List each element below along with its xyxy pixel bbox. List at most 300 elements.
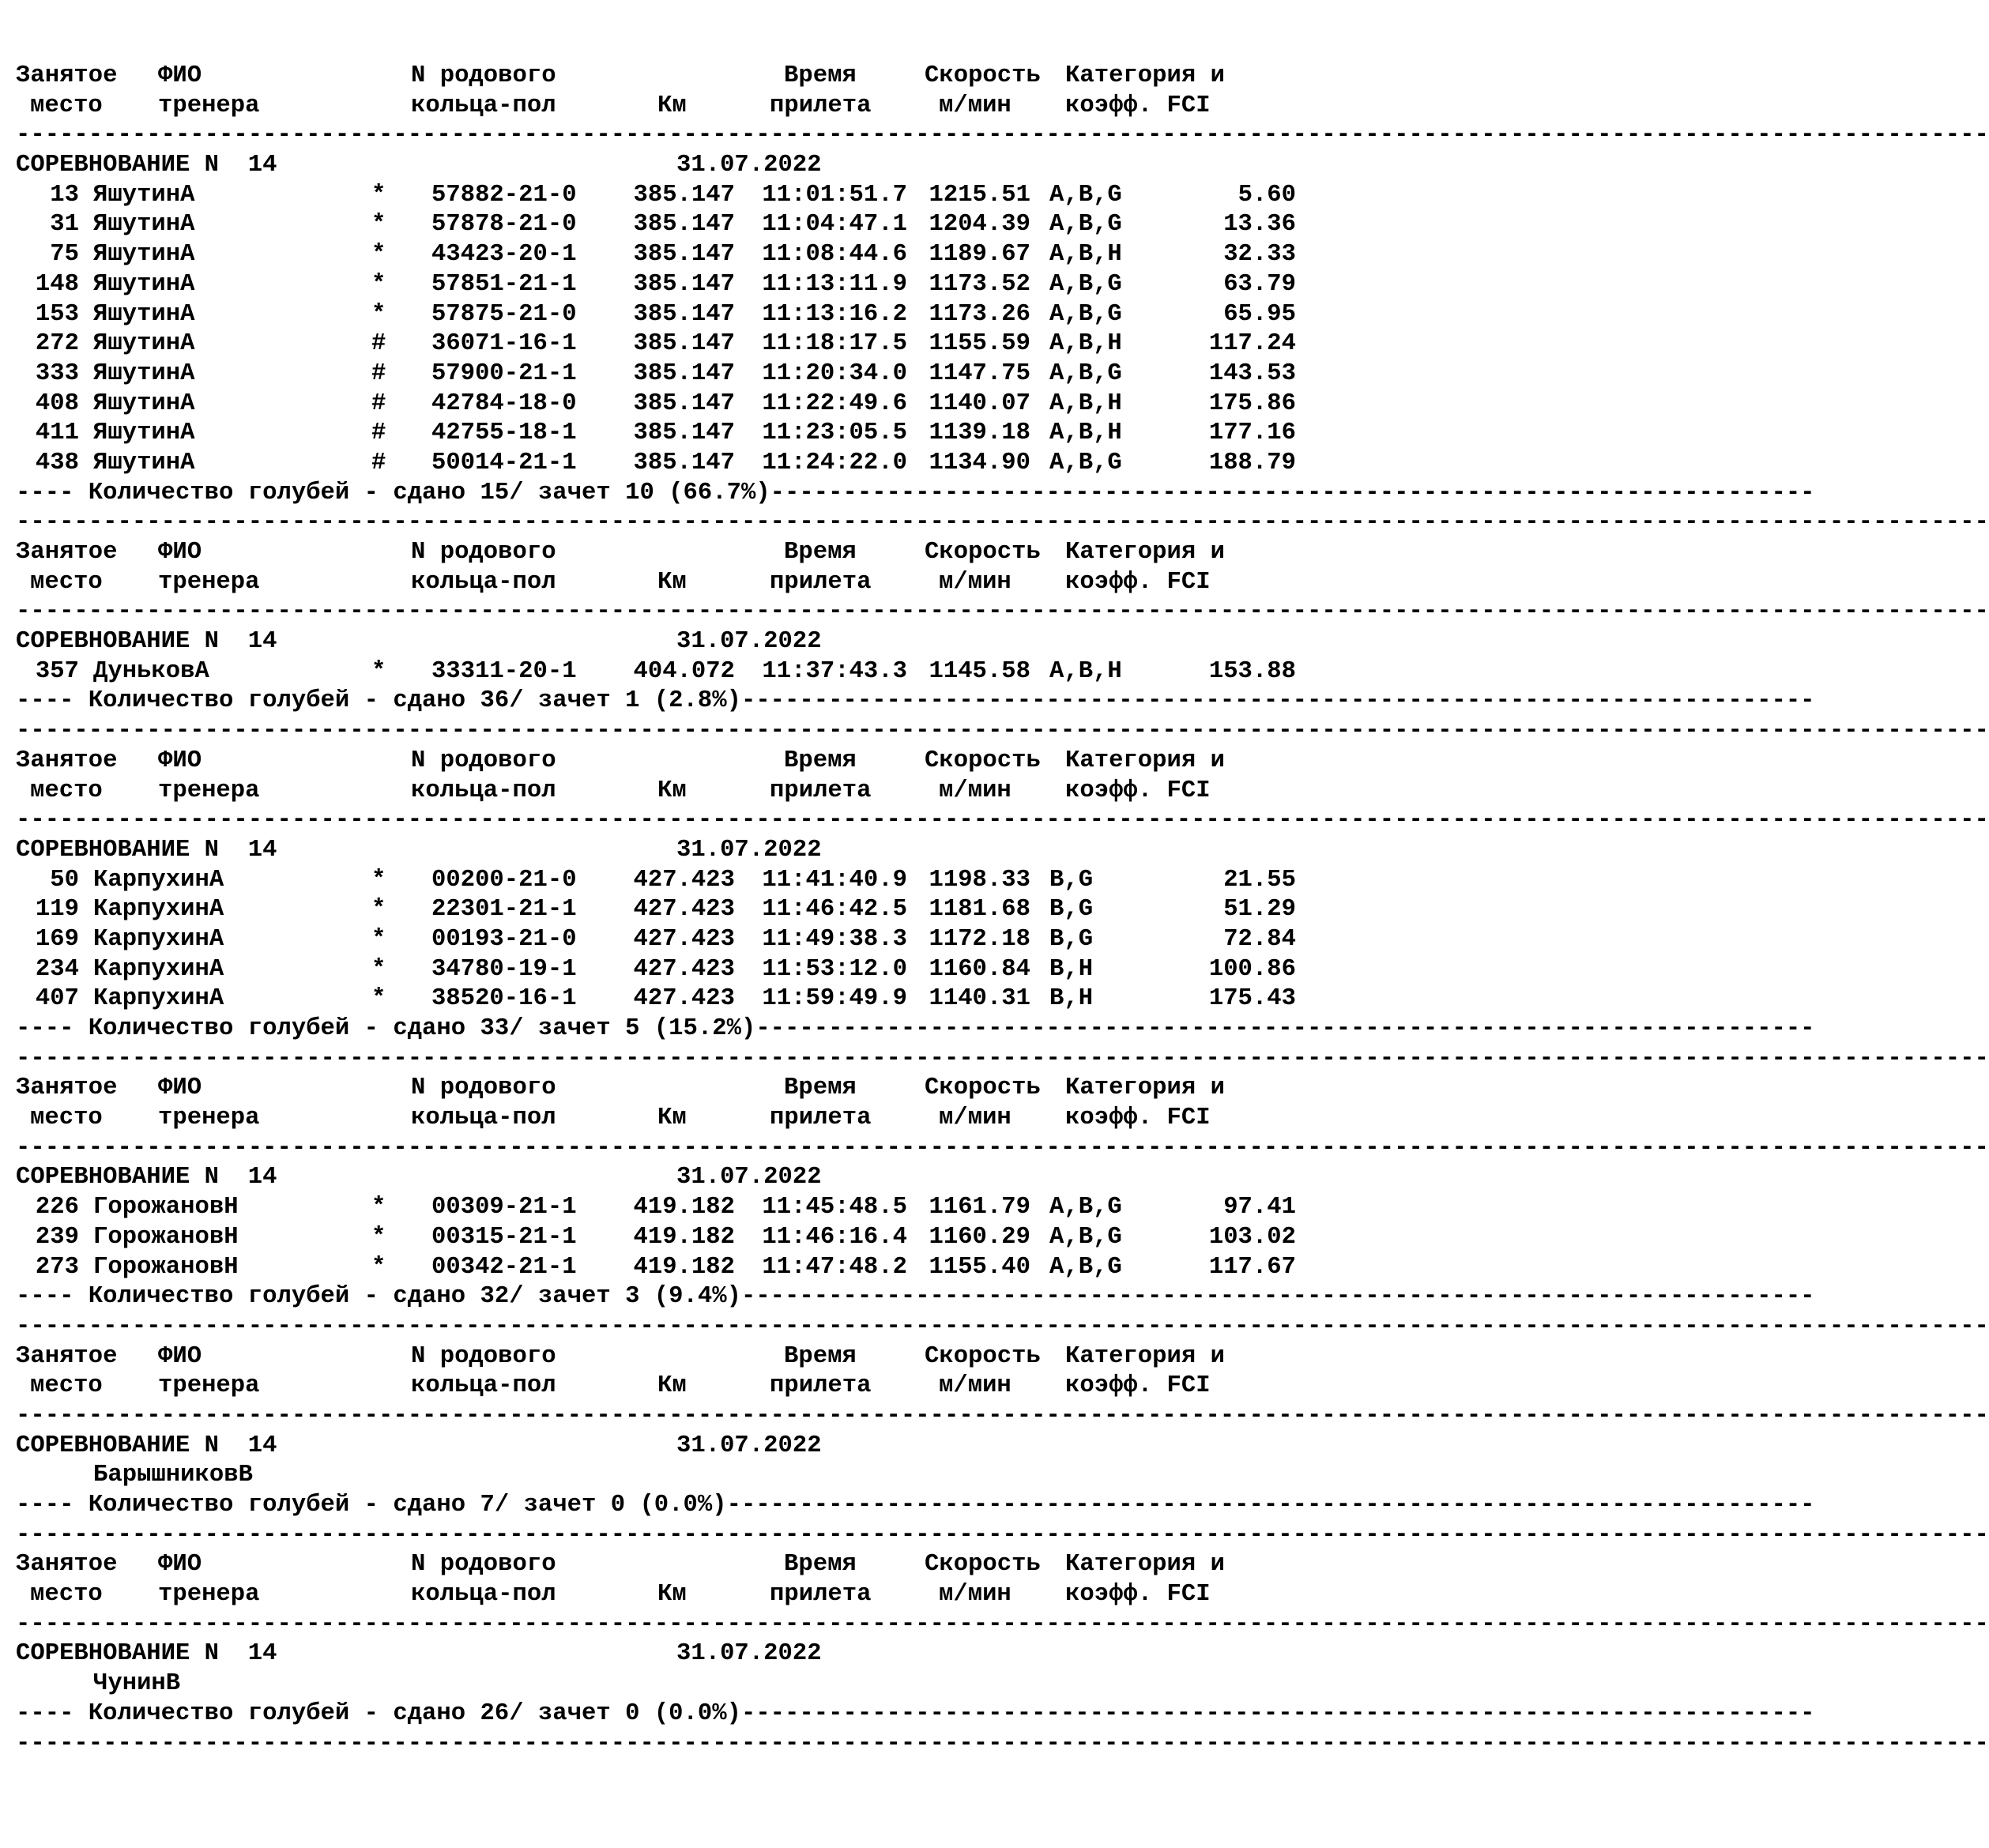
header-label: ФИО bbox=[158, 539, 202, 566]
header-label: кольца-пол bbox=[411, 1105, 556, 1132]
summary-line bbox=[16, 687, 1815, 717]
distance-km: 385.147 bbox=[633, 211, 735, 239]
fci-coefficient: 13.36 bbox=[1223, 211, 1296, 239]
distance-km: 385.147 bbox=[633, 241, 735, 269]
fancier-name: КарпухинА bbox=[93, 955, 224, 983]
ring-number: 00200-21-0 bbox=[431, 866, 577, 894]
speed: 1160.84 bbox=[929, 955, 1030, 983]
header-label: кольца-пол bbox=[411, 1372, 556, 1400]
arrival-time: 11:37:43.3 bbox=[762, 657, 907, 685]
fancier-name: ЯшутинА bbox=[93, 449, 195, 476]
place: 119 bbox=[35, 896, 79, 924]
distance-km: 419.182 bbox=[633, 1253, 735, 1281]
header-label: Км bbox=[657, 1581, 687, 1609]
competition-label: СОРЕВНОВАНИЕ N 14 bbox=[16, 1640, 277, 1668]
distance-km: 427.423 bbox=[633, 925, 735, 953]
arrival-time: 11:04:47.1 bbox=[762, 211, 907, 239]
ring-number: 34780-19-1 bbox=[431, 955, 577, 983]
dash-rule: ---------------------------------------------------------------------------------------------------------------------------------------- bbox=[16, 1729, 1989, 1757]
arrival-time: 11:59:49.9 bbox=[762, 985, 907, 1013]
table-row bbox=[16, 390, 1296, 420]
header-label: место bbox=[30, 568, 103, 596]
mark: * bbox=[371, 955, 386, 983]
place: 50 bbox=[50, 866, 79, 894]
place: 148 bbox=[35, 270, 79, 298]
fancier-name: ДуньковА bbox=[93, 657, 209, 685]
fci-coefficient: 97.41 bbox=[1223, 1194, 1296, 1221]
header-label: ФИО bbox=[158, 1551, 202, 1579]
category: A,B,G bbox=[1049, 1194, 1122, 1221]
fci-coefficient: 63.79 bbox=[1223, 270, 1296, 298]
ring-number: 00315-21-1 bbox=[431, 1223, 577, 1251]
header-label: ФИО bbox=[158, 1342, 202, 1370]
place: 226 bbox=[35, 1194, 79, 1221]
distance-km: 385.147 bbox=[633, 181, 735, 209]
place: 357 bbox=[35, 657, 79, 685]
header-label: коэфф. FCI bbox=[1065, 92, 1211, 119]
fancier-line bbox=[16, 1461, 1296, 1491]
arrival-time: 11:23:05.5 bbox=[762, 420, 907, 447]
header-label: Скорость bbox=[925, 747, 1041, 774]
table-row bbox=[16, 329, 1296, 359]
summary-line bbox=[16, 479, 1815, 509]
header-label: м/мин bbox=[939, 1105, 1011, 1132]
fci-coefficient: 65.95 bbox=[1223, 300, 1296, 328]
dash-rule: ---------------------------------------------------------------------------------------------------------------------------------------- bbox=[16, 1044, 1989, 1072]
place: 273 bbox=[35, 1253, 79, 1281]
speed: 1189.67 bbox=[929, 241, 1030, 269]
header-label: Категория и bbox=[1065, 62, 1225, 89]
results-document bbox=[16, 62, 1989, 1759]
header-line-1 bbox=[16, 1550, 1296, 1580]
mark: * bbox=[371, 270, 386, 298]
header-label: Занятое bbox=[16, 539, 118, 566]
header-label: коэфф. FCI bbox=[1065, 568, 1211, 596]
competition-date: 31.07.2022 bbox=[676, 628, 822, 656]
header-rule bbox=[16, 121, 1989, 151]
dash-rule: ---------------------------------------------------------------------------------------------------------------------------------------- bbox=[16, 1521, 1989, 1549]
fancier-name: ЯшутинА bbox=[93, 359, 195, 387]
header-label: коэфф. FCI bbox=[1065, 1581, 1211, 1609]
header-label: прилета bbox=[770, 92, 872, 119]
header-label: Км bbox=[657, 777, 687, 804]
place: 438 bbox=[35, 449, 79, 476]
header-line-2 bbox=[16, 1580, 1296, 1610]
ring-number: 22301-21-1 bbox=[431, 896, 577, 924]
header-label: ФИО bbox=[158, 62, 202, 89]
category: A,B,G bbox=[1049, 359, 1122, 387]
table-row bbox=[16, 657, 1296, 687]
header-label: прилета bbox=[770, 568, 872, 596]
header-label: Время bbox=[784, 747, 857, 774]
speed: 1145.58 bbox=[929, 657, 1030, 685]
mark: * bbox=[371, 657, 386, 685]
mark: # bbox=[371, 420, 386, 447]
speed: 1147.75 bbox=[929, 359, 1030, 387]
competition-label: СОРЕВНОВАНИЕ N 14 bbox=[16, 152, 277, 179]
dash-rule: ---------------------------------------------------------------------------------------------------------------------------------------- bbox=[16, 598, 1989, 626]
ring-number: 43423-20-1 bbox=[431, 241, 577, 269]
ring-number: 57882-21-0 bbox=[431, 181, 577, 209]
fancier-name: КарпухинА bbox=[93, 925, 224, 953]
fancier-name: ГорожановН bbox=[93, 1223, 239, 1251]
table-row bbox=[16, 449, 1296, 479]
ring-number: 57875-21-0 bbox=[431, 300, 577, 328]
distance-km: 427.423 bbox=[633, 866, 735, 894]
header-label: Категория и bbox=[1065, 1551, 1225, 1579]
header-label: тренера bbox=[158, 568, 260, 596]
header-label: тренера bbox=[158, 1581, 260, 1609]
header-label: место bbox=[30, 777, 103, 804]
ring-number: 00342-21-1 bbox=[431, 1253, 577, 1281]
speed: 1204.39 bbox=[929, 211, 1030, 239]
fci-coefficient: 100.86 bbox=[1208, 955, 1296, 983]
fancier-name: КарпухинА bbox=[93, 985, 224, 1013]
header-label: Скорость bbox=[925, 1075, 1041, 1102]
distance-km: 385.147 bbox=[633, 359, 735, 387]
header-label: кольца-пол bbox=[411, 1581, 556, 1609]
header-label: место bbox=[30, 1581, 103, 1609]
mark: * bbox=[371, 1194, 386, 1221]
speed: 1155.59 bbox=[929, 330, 1030, 358]
ring-number: 57851-21-1 bbox=[431, 270, 577, 298]
header-label: м/мин bbox=[939, 568, 1011, 596]
fancier-name: ЯшутинА bbox=[93, 211, 195, 239]
speed: 1140.07 bbox=[929, 390, 1030, 417]
header-label: Скорость bbox=[925, 1551, 1041, 1579]
competition-date: 31.07.2022 bbox=[676, 152, 822, 179]
header-line-1 bbox=[16, 1074, 1296, 1104]
fancier-name: ЯшутинА bbox=[93, 181, 195, 209]
arrival-time: 11:41:40.9 bbox=[762, 866, 907, 894]
mark: * bbox=[371, 1253, 386, 1281]
table-row bbox=[16, 955, 1296, 985]
competition-date: 31.07.2022 bbox=[676, 1432, 822, 1459]
category: A,B,G bbox=[1049, 181, 1122, 209]
fci-coefficient: 175.43 bbox=[1208, 985, 1296, 1013]
header-label: Время bbox=[784, 1551, 857, 1579]
fci-coefficient: 143.53 bbox=[1208, 359, 1296, 387]
header-label: Время bbox=[784, 1075, 857, 1102]
header-label: Занятое bbox=[16, 62, 118, 89]
speed: 1198.33 bbox=[929, 866, 1030, 894]
speed: 1155.40 bbox=[929, 1253, 1030, 1281]
place: 153 bbox=[35, 300, 79, 328]
fancier-name: КарпухинА bbox=[93, 866, 224, 894]
fancier-name: ЯшутинА bbox=[93, 390, 195, 417]
arrival-time: 11:24:22.0 bbox=[762, 449, 907, 476]
speed: 1173.52 bbox=[929, 270, 1030, 298]
header-label: место bbox=[30, 92, 103, 119]
ring-number: 33311-20-1 bbox=[431, 657, 577, 685]
category: A,B,G bbox=[1049, 300, 1122, 328]
ring-number: 00309-21-1 bbox=[431, 1194, 577, 1221]
place: 333 bbox=[35, 359, 79, 387]
competition-date: 31.07.2022 bbox=[676, 1640, 822, 1668]
arrival-time: 11:01:51.7 bbox=[762, 181, 907, 209]
fci-coefficient: 21.55 bbox=[1223, 866, 1296, 894]
summary-text: ---- Количество голубей - сдано 36/ зачет 1 (2.8%)-------------------------------------------------------------------------- bbox=[16, 687, 1815, 715]
header-label: кольца-пол bbox=[411, 92, 556, 119]
competition-label: СОРЕВНОВАНИЕ N 14 bbox=[16, 836, 277, 864]
category: A,B,G bbox=[1049, 449, 1122, 476]
mark: * bbox=[371, 985, 386, 1013]
fancier-name: ЧунинВ bbox=[93, 1670, 181, 1698]
header-label: прилета bbox=[770, 1372, 872, 1400]
header-label: Занятое bbox=[16, 1075, 118, 1102]
category: A,B,H bbox=[1049, 390, 1122, 417]
competition-label: СОРЕВНОВАНИЕ N 14 bbox=[16, 1432, 277, 1459]
section-rule bbox=[16, 717, 1989, 747]
header-label: Категория и bbox=[1065, 1075, 1225, 1102]
distance-km: 419.182 bbox=[633, 1194, 735, 1221]
mark: * bbox=[371, 896, 386, 924]
table-row bbox=[16, 359, 1296, 390]
header-label: коэфф. FCI bbox=[1065, 1372, 1211, 1400]
distance-km: 385.147 bbox=[633, 330, 735, 358]
header-line-2 bbox=[16, 1372, 1296, 1402]
section-rule bbox=[16, 1521, 1989, 1551]
header-label: кольца-пол bbox=[411, 777, 556, 804]
header-line-1 bbox=[16, 62, 1296, 92]
header-label: прилета bbox=[770, 777, 872, 804]
category: B,G bbox=[1049, 866, 1094, 894]
summary-line bbox=[16, 1699, 1815, 1729]
header-label: N родового bbox=[411, 1075, 556, 1102]
header-label: Время bbox=[784, 539, 857, 566]
table-row bbox=[16, 300, 1296, 330]
table-row bbox=[16, 240, 1296, 270]
distance-km: 385.147 bbox=[633, 270, 735, 298]
table-row bbox=[16, 270, 1296, 300]
place: 234 bbox=[35, 955, 79, 983]
category: A,B,G bbox=[1049, 1253, 1122, 1281]
arrival-time: 11:13:16.2 bbox=[762, 300, 907, 328]
header-label: N родового bbox=[411, 1342, 556, 1370]
summary-line bbox=[16, 1491, 1815, 1521]
speed: 1134.90 bbox=[929, 449, 1030, 476]
header-line-2 bbox=[16, 777, 1296, 807]
speed: 1161.79 bbox=[929, 1194, 1030, 1221]
distance-km: 419.182 bbox=[633, 1223, 735, 1251]
arrival-time: 11:18:17.5 bbox=[762, 330, 907, 358]
distance-km: 385.147 bbox=[633, 300, 735, 328]
speed: 1139.18 bbox=[929, 420, 1030, 447]
competition-line bbox=[16, 836, 1296, 866]
fci-coefficient: 5.60 bbox=[1237, 181, 1296, 209]
header-label: N родового bbox=[411, 539, 556, 566]
header-label: прилета bbox=[770, 1581, 872, 1609]
table-row bbox=[16, 866, 1296, 896]
ring-number: 38520-16-1 bbox=[431, 985, 577, 1013]
header-label: место bbox=[30, 1105, 103, 1132]
speed: 1140.31 bbox=[929, 985, 1030, 1013]
speed: 1215.51 bbox=[929, 181, 1030, 209]
arrival-time: 11:20:34.0 bbox=[762, 359, 907, 387]
table-row bbox=[16, 1193, 1296, 1223]
header-label: прилета bbox=[770, 1105, 872, 1132]
ring-number: 42755-18-1 bbox=[431, 420, 577, 447]
table-row bbox=[16, 1253, 1296, 1283]
ring-number: 57900-21-1 bbox=[431, 359, 577, 387]
arrival-time: 11:22:49.6 bbox=[762, 390, 907, 417]
fci-coefficient: 177.16 bbox=[1208, 420, 1296, 447]
header-label: ФИО bbox=[158, 747, 202, 774]
section-rule bbox=[16, 508, 1989, 538]
header-label: N родового bbox=[411, 747, 556, 774]
category: A,B,G bbox=[1049, 211, 1122, 239]
dash-rule: ---------------------------------------------------------------------------------------------------------------------------------------- bbox=[16, 1610, 1989, 1638]
summary-line bbox=[16, 1014, 1815, 1044]
arrival-time: 11:45:48.5 bbox=[762, 1194, 907, 1221]
fci-coefficient: 103.02 bbox=[1208, 1223, 1296, 1251]
header-rule bbox=[16, 597, 1989, 627]
category: A,B,H bbox=[1049, 420, 1122, 447]
fci-coefficient: 72.84 bbox=[1223, 925, 1296, 953]
fci-coefficient: 175.86 bbox=[1208, 390, 1296, 417]
fancier-name: ГорожановН bbox=[93, 1194, 239, 1221]
dash-rule: ---------------------------------------------------------------------------------------------------------------------------------------- bbox=[16, 807, 1989, 834]
mark: # bbox=[371, 330, 386, 358]
category: A,B,H bbox=[1049, 657, 1122, 685]
table-row bbox=[16, 925, 1296, 955]
distance-km: 385.147 bbox=[633, 390, 735, 417]
category: A,B,H bbox=[1049, 241, 1122, 269]
header-label: м/мин bbox=[939, 777, 1011, 804]
summary-line bbox=[16, 1282, 1815, 1312]
place: 272 bbox=[35, 330, 79, 358]
table-row bbox=[16, 1223, 1296, 1253]
ring-number: 42784-18-0 bbox=[431, 390, 577, 417]
competition-line bbox=[16, 1163, 1296, 1193]
speed: 1160.29 bbox=[929, 1223, 1030, 1251]
header-line-1 bbox=[16, 1342, 1296, 1372]
header-label: м/мин bbox=[939, 1372, 1011, 1400]
mark: * bbox=[371, 241, 386, 269]
competition-date: 31.07.2022 bbox=[676, 1164, 822, 1191]
header-rule bbox=[16, 806, 1989, 836]
header-label: Скорость bbox=[925, 1342, 1041, 1370]
header-label: Скорость bbox=[925, 539, 1041, 566]
header-label: N родового bbox=[411, 62, 556, 89]
category: B,G bbox=[1049, 925, 1094, 953]
header-label: м/мин bbox=[939, 92, 1011, 119]
header-line-1 bbox=[16, 538, 1296, 568]
summary-text: ---- Количество голубей - сдано 15/ зачет 10 (66.7%)------------------------------------------------------------------------ bbox=[16, 479, 1815, 506]
header-label: N родового bbox=[411, 1551, 556, 1579]
dash-rule: ---------------------------------------------------------------------------------------------------------------------------------------- bbox=[16, 122, 1989, 149]
section-rule bbox=[16, 1044, 1989, 1075]
place: 31 bbox=[50, 211, 79, 239]
fancier-name: БарышниковВ bbox=[93, 1462, 253, 1489]
header-label: Категория и bbox=[1065, 539, 1225, 566]
summary-text: ---- Количество голубей - сдано 33/ зачет 5 (15.2%)------------------------------------------------------------------------- bbox=[16, 1015, 1815, 1042]
arrival-time: 11:53:12.0 bbox=[762, 955, 907, 983]
header-line-2 bbox=[16, 568, 1296, 598]
place: 75 bbox=[50, 241, 79, 269]
header-line-2 bbox=[16, 92, 1296, 122]
competition-line bbox=[16, 1639, 1296, 1669]
summary-text: ---- Количество голубей - сдано 32/ зачет 3 (9.4%)-------------------------------------------------------------------------- bbox=[16, 1283, 1815, 1311]
mark: * bbox=[371, 211, 386, 239]
table-row bbox=[16, 984, 1296, 1014]
header-label: тренера bbox=[158, 1105, 260, 1132]
header-label: тренера bbox=[158, 777, 260, 804]
header-rule bbox=[16, 1402, 1989, 1432]
arrival-time: 11:49:38.3 bbox=[762, 925, 907, 953]
header-rule bbox=[16, 1134, 1989, 1164]
category: A,B,H bbox=[1049, 330, 1122, 358]
arrival-time: 11:13:11.9 bbox=[762, 270, 907, 298]
fci-coefficient: 153.88 bbox=[1208, 657, 1296, 685]
header-label: Занятое bbox=[16, 747, 118, 774]
table-row bbox=[16, 210, 1296, 240]
section-rule bbox=[16, 1312, 1989, 1342]
fancier-name: ЯшутинА bbox=[93, 270, 195, 298]
dash-rule: ---------------------------------------------------------------------------------------------------------------------------------------- bbox=[16, 717, 1989, 745]
category: B,G bbox=[1049, 896, 1094, 924]
arrival-time: 11:46:16.4 bbox=[762, 1223, 907, 1251]
table-row bbox=[16, 419, 1296, 449]
distance-km: 427.423 bbox=[633, 955, 735, 983]
header-label: тренера bbox=[158, 92, 260, 119]
mark: # bbox=[371, 449, 386, 476]
header-label: Км bbox=[657, 1105, 687, 1132]
header-label: Категория и bbox=[1065, 747, 1225, 774]
distance-km: 404.072 bbox=[633, 657, 735, 685]
header-label: Занятое bbox=[16, 1551, 118, 1579]
header-label: Категория и bbox=[1065, 1342, 1225, 1370]
fancier-name: ЯшутинА bbox=[93, 300, 195, 328]
dash-rule: ---------------------------------------------------------------------------------------------------------------------------------------- bbox=[16, 509, 1989, 536]
header-label: Время bbox=[784, 62, 857, 89]
distance-km: 427.423 bbox=[633, 896, 735, 924]
mark: # bbox=[371, 359, 386, 387]
header-label: Время bbox=[784, 1342, 857, 1370]
ring-number: 36071-16-1 bbox=[431, 330, 577, 358]
category: A,B,G bbox=[1049, 270, 1122, 298]
competition-line bbox=[16, 1432, 1296, 1462]
fci-coefficient: 117.24 bbox=[1208, 330, 1296, 358]
mark: # bbox=[371, 390, 386, 417]
header-label: Км bbox=[657, 568, 687, 596]
category: A,B,G bbox=[1049, 1223, 1122, 1251]
place: 408 bbox=[35, 390, 79, 417]
header-line-1 bbox=[16, 747, 1296, 777]
fci-coefficient: 117.67 bbox=[1208, 1253, 1296, 1281]
place: 13 bbox=[50, 181, 79, 209]
speed: 1181.68 bbox=[929, 896, 1030, 924]
mark: * bbox=[371, 300, 386, 328]
summary-text: ---- Количество голубей - сдано 26/ зачет 0 (0.0%)-------------------------------------------------------------------------- bbox=[16, 1699, 1815, 1727]
dash-rule: ---------------------------------------------------------------------------------------------------------------------------------------- bbox=[16, 1312, 1989, 1340]
ring-number: 50014-21-1 bbox=[431, 449, 577, 476]
summary-text: ---- Количество голубей - сдано 7/ зачет 0 (0.0%)--------------------------------------------------------------------------- bbox=[16, 1492, 1815, 1519]
section-rule bbox=[16, 1729, 1989, 1760]
distance-km: 427.423 bbox=[633, 985, 735, 1013]
dash-rule: ---------------------------------------------------------------------------------------------------------------------------------------- bbox=[16, 1402, 1989, 1429]
category: B,H bbox=[1049, 955, 1094, 983]
competition-line bbox=[16, 151, 1296, 181]
ring-number: 57878-21-0 bbox=[431, 211, 577, 239]
speed: 1173.26 bbox=[929, 300, 1030, 328]
fci-coefficient: 188.79 bbox=[1208, 449, 1296, 476]
ring-number: 00193-21-0 bbox=[431, 925, 577, 953]
fancier-name: ЯшутинА bbox=[93, 330, 195, 358]
competition-label: СОРЕВНОВАНИЕ N 14 bbox=[16, 1164, 277, 1191]
table-row bbox=[16, 895, 1296, 925]
header-label: тренера bbox=[158, 1372, 260, 1400]
